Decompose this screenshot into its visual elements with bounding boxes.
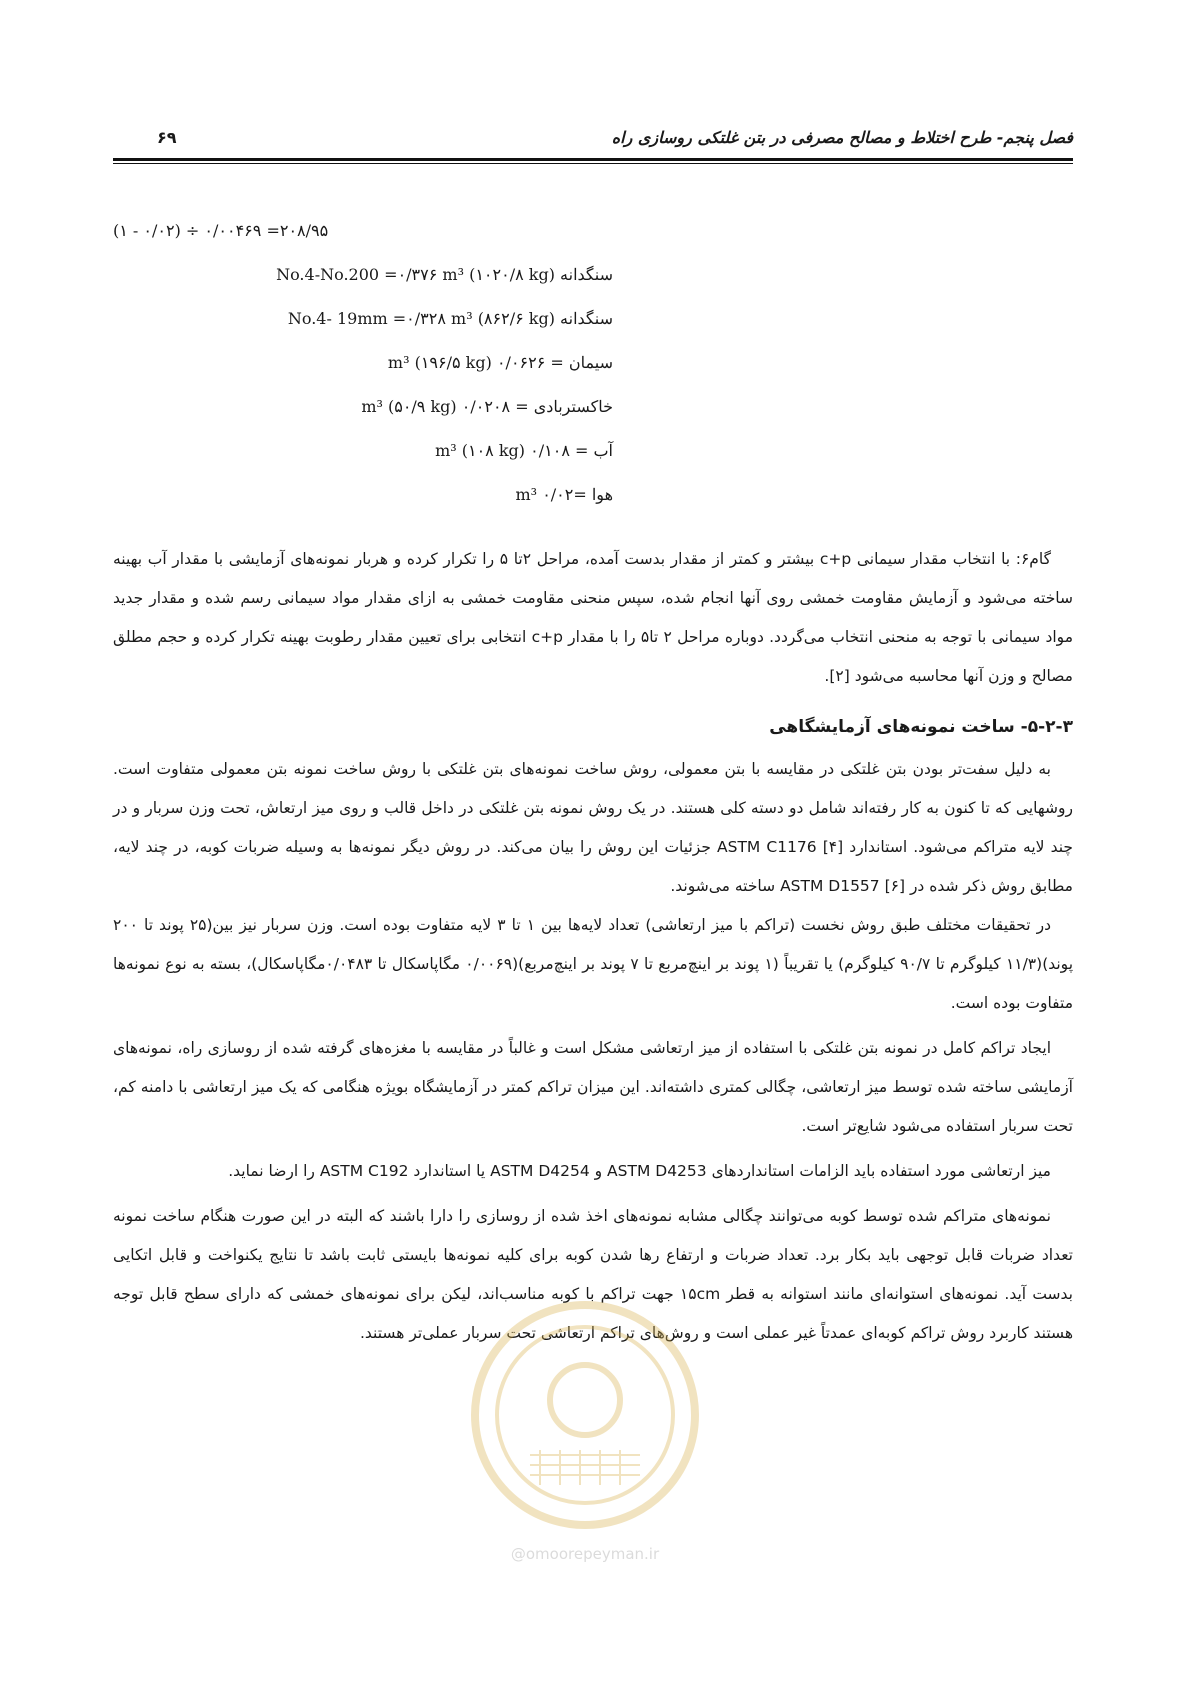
paragraph: میز ارتعاشی مورد استفاده باید الزامات استانداردهای ASTM D4253 و ASTM D4254 یا استاندارد ASTM C192 را ارضا نماید. bbox=[228, 1162, 1051, 1180]
formula-block bbox=[113, 218, 613, 526]
seal-icon bbox=[460, 1290, 710, 1540]
formula-line: (۱ - ۰/۰۲) ÷ ۰/۰۰۴۶۹ =۲۰۸/۹۵ bbox=[113, 221, 329, 240]
header-rule-thin bbox=[113, 163, 1073, 164]
paragraph: به دلیل سفت‌تر بودن بتن غلتکی در مقایسه با بتن معمولی، روش ساخت نمونه‌های بتن غلتکی با روش ساخت نمونه بتن معمولی متفاوت است. روشهایی که تا کنون به کار رفته‌اند شامل دو دسته کلی هستند. در یک روش نمونه بتن غلتکی در داخل قالب و روی میز ارتعاش، تحت وزن سربار و در چند لایه متراکم می‌شود. استاندارد ASTM C1176 [۴] جزئیات این روش را بیان می‌کند. در روش دیگر نمونه‌ها به وسیله ضربات کوبه، در چند لایه، مطابق روش ذکر شده در ASTM D1557 [۶] ساخته می‌شوند. bbox=[113, 760, 1073, 895]
watermark-logo bbox=[460, 1290, 710, 1563]
watermark-text: @omoorepeyman.ir bbox=[510, 1545, 660, 1563]
paragraph: ایجاد تراکم کامل در نمونه بتن غلتکی با استفاده از میز ارتعاشی مشکل است و غالباً در مقایسه با مغزه‌های گرفته شده از روسازی راه، نمونه‌های آزمایشی ساخته شده توسط میز ارتعاشی، چگالی کمتری داشته‌اند. این میزان تراکم کمتر در آزمایشگاه بویژه هنگامی که یک میز ارتعاشی با دامنه کم، تحت سربار استفاده می‌شود شایع‌تر است. bbox=[113, 1039, 1073, 1135]
formula-line: هوا =۰/۰۲ m³ bbox=[515, 485, 613, 504]
formula-line: سنگدانه No.4- 19mm =۰/۳۲۸ m³ (۸۶۲/۶ kg) bbox=[287, 309, 613, 328]
paragraph: نمونه‌های متراکم شده توسط کوبه می‌توانند چگالی مشابه نمونه‌های اخذ شده از روسازی را دارا باشند که البته در این صورت هنگام ساخت نمونه تعداد ضربات قابل توجهی باید بکار برد. تعداد ضربات و ارتفاع رها شدن کوبه برای کلیه نمونه‌ها بایستی ثابت باشد تا نتایج یکنواخت و قابل اتکایی بدست آید. نمونه‌های استوانه‌ای مانند استوانه به قطر ۱۵cm جهت تراکم با کوبه مناسب‌اند، لیکن برای نمونه‌های خمشی که دارای سطح قابل توجه هستند کاربرد روش تراکم کوبه‌ای عمدتاً غیر عملی است و روش‌های تراکم ارتعاشی تحت سربار عملی‌تر هستند. bbox=[113, 1207, 1073, 1342]
body-text bbox=[113, 540, 1073, 1353]
formula-line: سیمان = ۰/۰۶۲۶ m³ (۱۹۶/۵ kg) bbox=[387, 353, 613, 372]
section-heading: ۵-۲-۳- ساخت نمونه‌های آزمایشگاهی bbox=[769, 717, 1073, 737]
formula-line: آب = ۰/۱۰۸ m³ (۱۰۸ kg) bbox=[435, 441, 613, 460]
formula-line: خاکستربادی = ۰/۰۲۰۸ m³ (۵۰/۹ kg) bbox=[361, 397, 613, 416]
formula-line: سنگدانه No.4-No.200 =۰/۳۷۶ m³ (۱۰۲۰/۸ kg) bbox=[276, 265, 613, 284]
header-rule bbox=[113, 158, 1073, 161]
paragraph-step6: گام۶: با انتخاب مقدار سیمانی c+p بیشتر و کمتر از مقدار بدست آمده، مراحل ۲تا ۵ را تکرار کرده و هربار نمونه‌های آزمایشی با مقدار آب بهینه ساخته می‌شود و آزمایش مقاومت خمشی روی آنها انجام شده، سپس منحنی مقاومت خمشی به ازای مقدار مواد سیمانی رسم شده و مقدار جدید مواد سیمانی با توجه به منحنی انتخاب می‌گردد. دوباره مراحل ۲ تا۵ را با مقدار c+p انتخابی برای تعیین مقدار رطوبت بهینه تکرار کرده و حجم مطلق مصالح و وزن آنها محاسبه می‌شود [۲]. bbox=[113, 550, 1073, 685]
chapter-title: فصل پنجم- طرح اختلاط و مصالح مصرفی در بتن غلتکی روسازی راه bbox=[611, 128, 1073, 147]
page-number: ۶۹ bbox=[157, 128, 177, 147]
page-header bbox=[113, 118, 1073, 158]
paragraph: در تحقیقات مختلف طبق روش نخست (تراکم با میز ارتعاشی) تعداد لایه‌ها بین ۱ تا ۳ لایه متفاوت بوده است. وزن سربار نیز بین(۲۵ پوند تا ۲۰۰ پوند)(۱۱/۳ کیلوگرم تا ۹۰/۷ کیلوگرم) یا تقریباً (۱ پوند بر اینچ‌مربع تا ۷ پوند بر اینچ‌مربع)(۰/۰۰۶۹ مگاپاسکال تا ۰/۰۴۸۳مگاپاسکال)، بسته به نوع نمونه‌ها متفاوت بوده است. bbox=[113, 916, 1074, 1012]
